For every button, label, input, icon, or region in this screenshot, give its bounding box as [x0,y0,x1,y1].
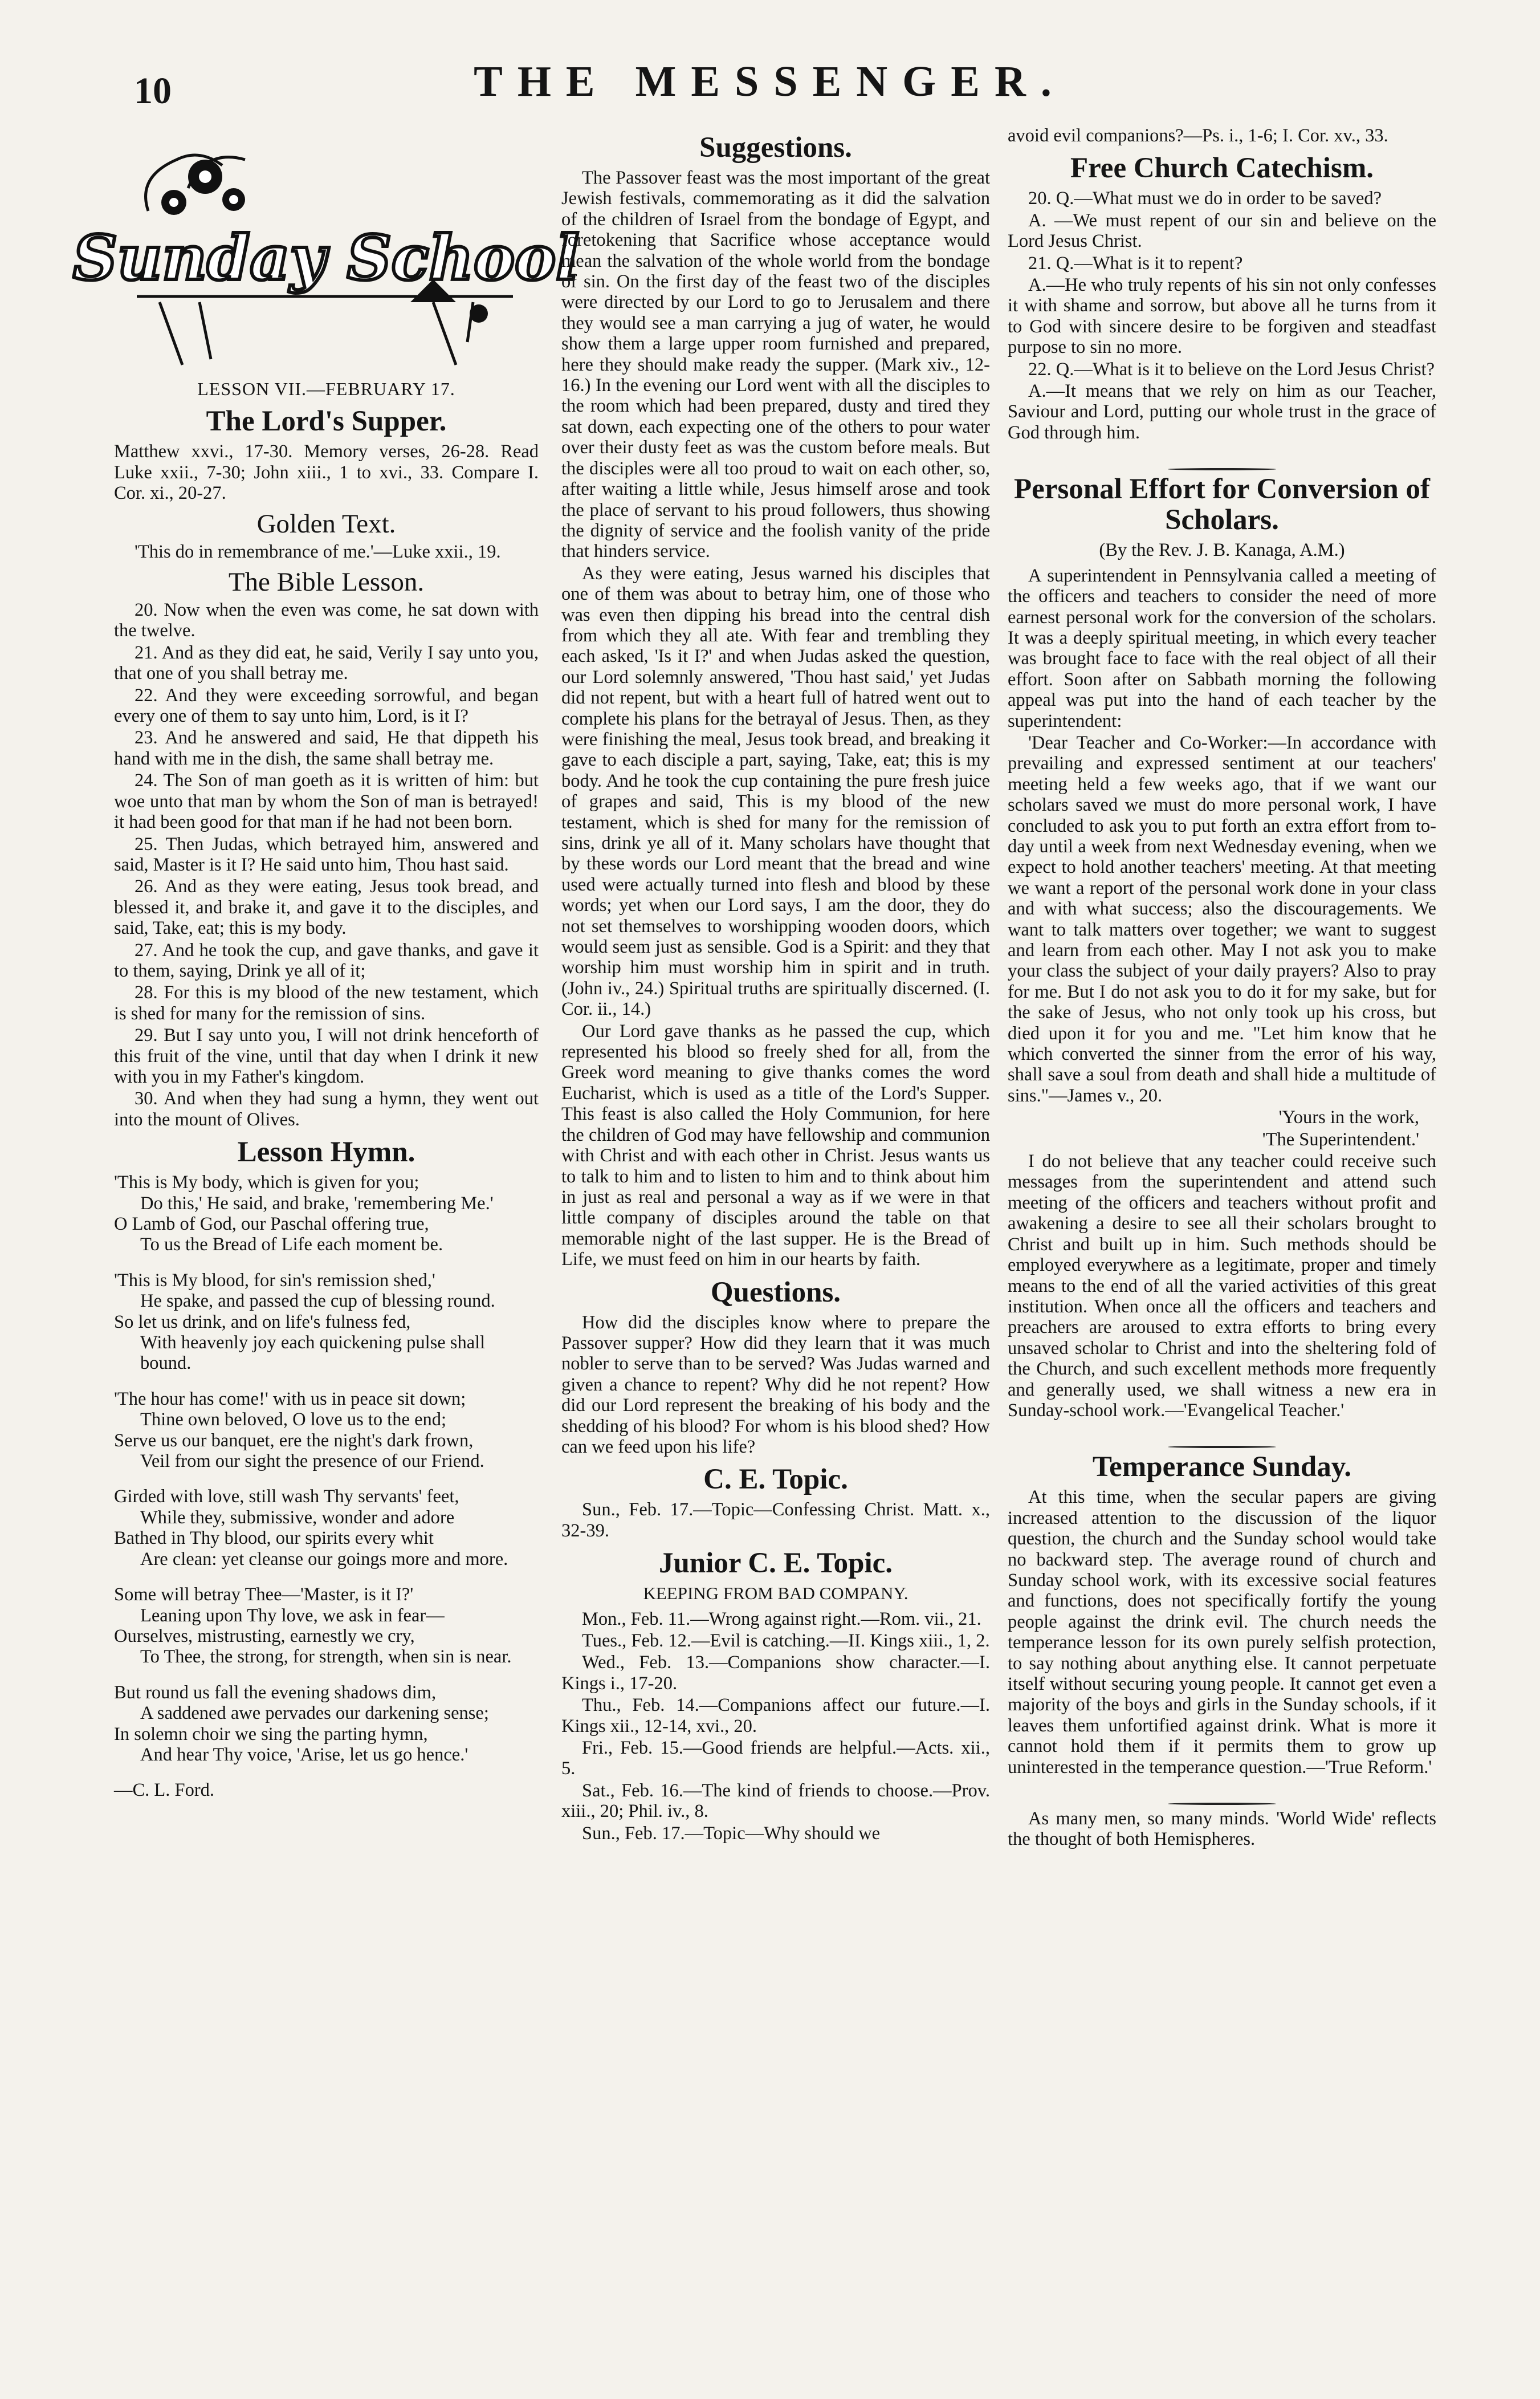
hymn-line: 'This is My body, which is given for you; [114,1172,419,1193]
hymn-line: So let us drink, and on life's fulness fed, [114,1311,411,1332]
sunday-school-logo [72,125,580,371]
catechism-item: 21. Q.—What is it to repent? [1028,253,1243,274]
questions-paragraph: How did the disciples know where to prepare the Passover supper? How did they learn that it was much nobler to serve than to be served? Was Judas warned and given a chance to repent? Why did he not repent? How did our Lord represent the breaking of his body and the shedding of his blood? For whom is his blood shed? How can we feed upon his life? [561,1312,990,1457]
hymn-line: And hear Thy voice, 'Arise, let us go hence.' [140,1744,468,1765]
ce-topic: Sun., Feb. 17.—Topic—Confessing Christ. Matt. x., 32-39. [561,1499,990,1541]
hymn-line: To Thee, the strong, for strength, when sin is near. [140,1646,512,1668]
hymn-line: Veil from our sight the presence of our Friend. [140,1451,484,1472]
hymn-line: Do this,' He said, and brake, 'remembering Me.' [140,1193,494,1214]
scripture-reference: Matthew xxvi., 17-30. Memory verses, 26-28. Read Luke xxii., 7-30; John xiii., 1 to xvi., 33. Compare I. Cor. xi., 20-27. [114,441,539,504]
golden-text-heading: Golden Text. [256,509,396,539]
questions-heading: Questions. [710,1276,841,1308]
verse: 23. And he answered and said, He that dippeth his hand with me in the dish, the same shall betray me. [114,727,539,769]
closing-note: As many men, so many minds. 'World Wide' reflects the thought of both Hemispheres. [1008,1808,1436,1850]
verse: 29. But I say unto you, I will not drink henceforth of this fruit of the vine, until that day when I drink it new with you in my Father's kingdom. [114,1025,539,1087]
verse: 22. And they were exceeding sorrowful, and began every one of them to say unto him, Lord, is it I? [114,685,539,727]
hymn-line: Serve us our banquet, ere the night's dark frown, [114,1430,474,1451]
hymn-line: Leaning upon Thy love, we ask in fear— [140,1605,445,1626]
catechism-item: 22. Q.—What is it to believe on the Lord Jesus Christ? [1028,359,1435,380]
hymn-line: Some will betray Thee—'Master, is it I?' [114,1584,414,1605]
verse: 20. Now when the even was come, he sat down with the twelve. [114,600,539,641]
hymn-stanza [114,1486,539,1569]
hymn-author: —C. L. Ford. [114,1780,215,1801]
hymn-line: Bathed in Thy blood, our spirits every whit [114,1528,434,1549]
column-2 [561,125,990,1845]
verse: 21. And as they did eat, he said, Verily I say unto you, that one of you shall betray me. [114,642,539,684]
catechism-item: A. —We must repent of our sin and believe on the Lord Jesus Christ. [1008,210,1436,252]
bible-lesson-heading: The Bible Lesson. [228,567,425,597]
letter-signature: 'The Superintendent.' [1262,1129,1419,1150]
verse: 30. And when they had sung a hymn, they went out into the mount of Olives. [114,1088,539,1130]
hymn-line: Are clean: yet cleanse our goings more and more. [140,1548,508,1569]
hymn-line: In solemn choir we sing the parting hymn, [114,1723,428,1745]
page-number: 10 [134,70,172,112]
hymn-stanza [114,1584,539,1668]
personal-effort-heading: Personal Effort for Conversion of Scholars. [1014,473,1430,536]
verse: 25. Then Judas, which betrayed him, answered and said, Master is it I? He said unto him, Thou hast said. [114,833,539,875]
lesson-number: LESSON VII.—FEBRUARY 17. [197,379,455,399]
verse: 27. And he took the cup, and gave thanks, and gave it to them, saying, Drink ye all of it; [114,940,539,981]
catechism-heading: Free Church Catechism. [1070,152,1374,185]
verse: 26. And as they were eating, Jesus took bread, and blessed it, and brake it, and gave it to the disciples, and said, Take, eat; this is my body. [114,876,539,939]
lesson-title: The Lord's Supper. [206,405,447,438]
junior-ce-item: Fri., Feb. 15.—Good friends are helpful.—Acts. xii., 5. [561,1738,990,1779]
temperance-heading: Temperance Sunday. [1092,1451,1352,1483]
hymn-stanza [114,1172,539,1255]
hymn-line: While they, submissive, wonder and adore [140,1507,455,1528]
column-1 [72,125,580,1802]
hymn-line: 'The hour has come!' with us in peace sit down; [114,1388,466,1409]
effort-paragraph: I do not believe that any teacher could receive such messages from the superintendent and attend such meeting of the officers and teachers without profit and awakening a desire to see all their scholars brought to Christ and built up in him. Such methods should be employed everywhere as a legitimate, proper and timely means to the end of all the varied activities of this great institution. When once all the officers and teachers and preachers are aroused to extra efforts to bring every unsaved scholar to Christ and into the sheltering fold of the Church, and such excellent methods more frequently and generally used, we shall witness a new era in Sunday-school work.—'Evangelical Teacher.' [1008,1151,1436,1421]
hymn-stanza [114,1682,539,1766]
hymn-line: O Lamb of God, our Paschal offering true, [114,1214,429,1234]
verse: 24. The Son of man goeth as it is written of him: but woe unto that man by whom the Son of man is betrayed! it had been good for that man if he had not been born. [114,770,539,833]
carried-text: avoid evil companions?—Ps. i., 1-6; I. Cor. xv., 33. [1008,125,1388,146]
section-divider [1008,1432,1436,1441]
section-divider [1008,1789,1436,1798]
junior-ce-item: Mon., Feb. 11.—Wrong against right.—Rom. vii., 21. [582,1608,981,1629]
ce-topic-heading: C. E. Topic. [703,1463,848,1496]
hymn-line: With heavenly joy each quickening pulse shall bound. [140,1332,486,1374]
suggestions-paragraph: The Passover feast was the most important of the great Jewish festivals, commemorating as it did the salvation of the children of Israel from the bondage of Egypt, and foretokening that Sacrifice whose acceptance would mean the salvation of the whole world from the bondage of sin. On the first day of the feast two of the disciples were directed by our Lord to go to Jerusalem and there they would see a man carrying a jug of water, he would show them a large upper room furnished and prepared, here they should make ready the supper. (Mark xiv., 12-16.) In the evening our Lord went with all the disciples to the room which had been prepared, dusty and tired they sat down, each expecting one of the others to pour water over their dusty feet as was the custom before meals. But the disciples were all too proud to wait on each other, so, after waiting a little while, Jesus himself arose and took the place of servant to his proud followers, thus showing the dignity of service and the foolish vanity of the pride that hinders service. [561,168,990,562]
junior-ce-item: Thu., Feb. 14.—Companions affect our future.—I. Kings xii., 12-14, xvi., 20. [561,1695,990,1737]
logo-lettering: Sunday School [72,222,580,294]
catechism-item: A.—He who truly repents of his sin not only confesses it with shame and sorrow, but above all he turns from it to God with sincere desire to be forgiven and steadfast purpose to sin no more. [1008,275,1436,358]
junior-ce-item: Tues., Feb. 12.—Evil is catching.—II. Kings xiii., 1, 2. [582,1630,990,1651]
hymn-line: Thine own beloved, O love us to the end; [140,1409,447,1430]
effort-paragraph: A superintendent in Pennsylvania called a meeting of the officers and teachers to consider the need of more earnest personal work for the conversion of the scholars. It was a deeply spiritual meeting, in which every teacher was brought face to face with the real object of all their effort. Soon after on Sabbath morning the following appeal was put into the hand of each teacher by the superintendent: [1008,565,1436,731]
junior-ce-item: Wed., Feb. 13.—Companions show character.—I. Kings i., 17-20. [561,1652,990,1694]
byline: (By the Rev. J. B. Kanaga, A.M.) [1099,540,1345,561]
junior-ce-item: Sat., Feb. 16.—The kind of friends to choose.—Prov. xiii., 20; Phil. iv., 8. [561,1780,990,1822]
junior-ce-subheading: KEEPING FROM BAD COMPANY. [643,1583,908,1604]
hymn-line: He spake, and passed the cup of blessing round. [140,1291,495,1312]
hymn-line: Ourselves, mistrusting, earnestly we cry, [114,1625,415,1646]
effort-paragraph: 'Dear Teacher and Co-Worker:—In accordance with prevailing and expressed sentiment at our teachers' meeting held a few weeks ago, that if we want our scholars saved we must do more personal work, I have concluded to ask you to put forth an extra effort from to-day until a week from next Wednesday evening, when we expect to hold another teachers' meeting. At that meeting we want a report of the personal work done in your class and with what success; also the discouragements. We want to talk matters over together; we want to suggest and learn from each other. May I not ask you to make your class the subject of your daily prayers? Also to pray for me. But I do not ask you to do it for my sake, but for the sake of Jesus, who not only took up his cross, but died upon it for you and me. "Let him know that he which converted the sinner from the error of his way, shall save a soul from death and shall hide a multitude of sins."—James v., 20. [1008,732,1436,1106]
junior-ce-item: Sun., Feb. 17.—Topic—Why should we [582,1823,881,1844]
hymn-line: 'This is My blood, for sin's remission shed,' [114,1270,435,1291]
section-divider [1008,454,1436,463]
catechism-item: A.—It means that we rely on him as our Teacher, Saviour and Lord, putting our whole trust in the grace of God through him. [1008,381,1436,443]
catechism-item: 20. Q.—What must we do in order to be saved? [1028,188,1382,209]
hymn-stanza [114,1270,539,1374]
suggestions-paragraph: As they were eating, Jesus warned his disciples that one of them was about to betray him, one of those who was even then dipping his bread into the central dish from which they all ate. With fear and trembling they each asked, 'Is it I?' and when Judas asked the question, our Lord solemnly answered, 'Thou hast said,' yet Judas did not repent, but with a heart full of hatred went out to complete his plans for the betrayal of Jesus. Then, as they were finishing the meal, Jesus took bread, and breaking it gave to each disciple a part, saying, Take, eat; this is my body. And he took the cup containing the pure fresh juice of grapes and said, This is my blood of the new testament, which is shed for many for the remission of sins, drink ye all of it. Many scholars have thought that by these words our Lord meant that the bread and wine used were actually turned into flesh and blood by these words; yet when our Lord says, I am the door, they do not set themselves to worshipping wooden doors, which would seem just as sensible. God is a Spirit: and they that worship him must worship him in spirit and in truth. (John iv., 24.) Spiritual truths are spiritually discerned. (I. Cor. ii., 14.) [561,563,990,1020]
letter-closing: 'Yours in the work, [1278,1107,1419,1128]
junior-ce-heading: Junior C. E. Topic. [658,1547,893,1580]
hymn-line: A saddened awe pervades our darkening sense; [140,1703,489,1724]
hymn-line: But round us fall the evening shadows dim, [114,1682,437,1703]
suggestions-heading: Suggestions. [699,132,852,164]
verse: 28. For this is my blood of the new testament, which is shed for many for the remission of sins. [114,982,539,1024]
hymn-line: Girded with love, still wash Thy servants' feet, [114,1486,459,1507]
golden-text: 'This do in remembrance of me.'—Luke xxii., 19. [135,541,501,562]
temperance-paragraph: At this time, when the secular papers are giving increased attention to the discussion of the liquor question, the church and the Sunday school would take no backward step. The average round of church and Sunday school work, with its excessive social features and functions, does not specifically fortify the young people against the drink evil. The church needs the temperance lesson for its own purely selfish protection, to say nothing about anything else. It cannot perpetuate itself without securing young people. It cannot get even a majority of the boys and girls in the Sunday schools, if it leaves them unfortified against drink. What is more it cannot hold them if it permits them to grow up uninterested in the temperance question.—'True Reform.' [1008,1487,1436,1778]
hymn-stanza [114,1389,539,1472]
masthead: THE MESSENGER. [474,58,1066,105]
suggestions-paragraph: Our Lord gave thanks as he passed the cup, which represented his blood so freely shed for all, from the Greek word meaning to give thanks comes the word Eucharist, which is used as a title of the Lord's Supper. This feast is also called the Holy Communion, for here the children of God may have fellowship and communion with Christ and with each other in Christ. Jesus wants us to talk to him and to listen to him and to think about him in just as real and personal a way as if we were in that little company of disciples around the table on that memorable night of the last supper. He is the Bread of Life, we must feed on him in our hearts by faith. [561,1020,990,1270]
column-3 [1008,125,1436,1851]
hymn-line: To us the Bread of Life each moment be. [140,1234,443,1255]
lesson-hymn-heading: Lesson Hymn. [237,1136,415,1169]
